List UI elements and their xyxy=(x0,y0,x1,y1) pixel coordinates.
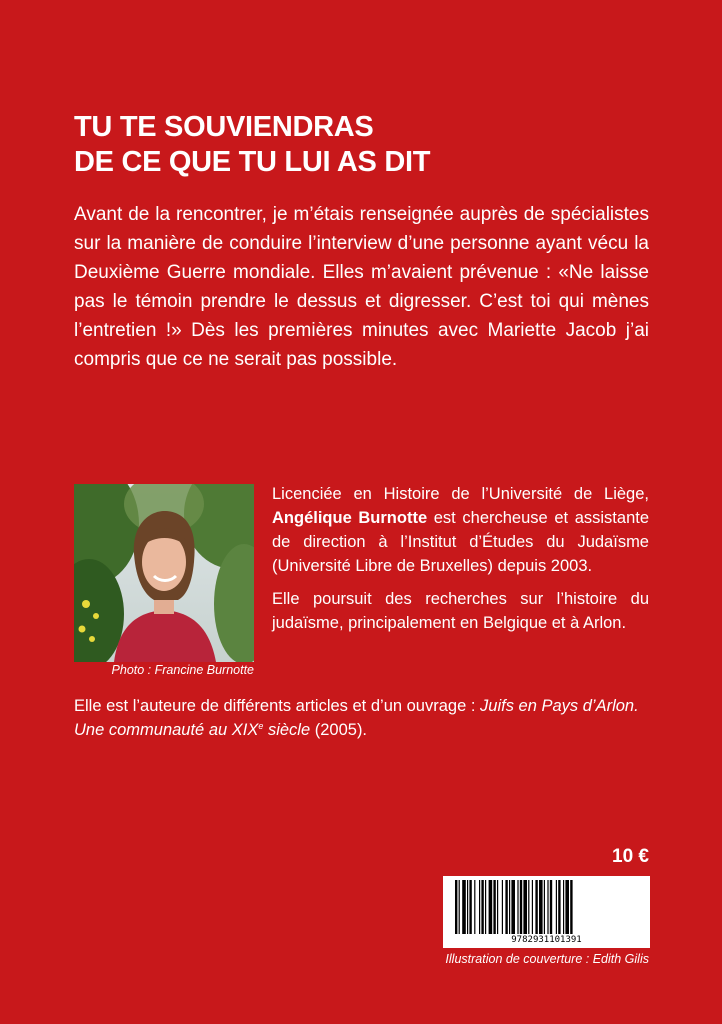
cover-illustration-credit: Illustration de couverture : Edith Gilis xyxy=(445,952,649,966)
barcode-bar xyxy=(505,880,507,934)
barcode-bar xyxy=(462,880,466,934)
barcode-bar xyxy=(532,880,533,934)
isbn-barcode xyxy=(443,876,650,948)
book-title xyxy=(74,110,654,180)
barcode-bar xyxy=(493,880,495,934)
author-photo xyxy=(74,484,254,662)
barcode-bar xyxy=(497,880,498,934)
bio-paragraph-1: Licenciée en Histoire de l’Université de Liège, Angélique Burnotte est chercheuse et assistante de direction à l’Institut d’Études du Judaïsme (Université Libre de Bruxelles) depuis 2003. xyxy=(272,485,650,575)
barcode-bar xyxy=(474,880,475,934)
barcode-bar xyxy=(523,880,527,934)
price-label: 10 € xyxy=(612,846,649,867)
barcode-bar xyxy=(467,880,468,934)
barcode-bar xyxy=(511,880,515,934)
barcode-bar xyxy=(459,880,460,934)
work-title: Juifs en Pays d’Arlon. Une communauté au XIXe siècle xyxy=(74,697,639,739)
barcode-bar xyxy=(502,880,503,934)
barcode-bar xyxy=(570,880,572,934)
barcode-bar xyxy=(558,880,560,934)
bio-paragraph-3: Elle est l’auteure de différents articles et d’un ouvrage : Juifs en Pays d’Arlon. Une communauté au XIXe siècle (2005). xyxy=(74,697,639,739)
barcode-bar xyxy=(479,880,480,934)
barcode-bar xyxy=(547,880,548,934)
author-bio xyxy=(272,482,649,644)
author-name: Angélique Burnotte xyxy=(272,509,428,527)
intro-paragraph: Avant de la rencontrer, je m’étais renseignée auprès de spécialistes sur la manière de conduire l’interview d’une personne ayant vécu la Deuxième Guerre mondiale. Elles m’avaient prévenue : «Ne laisse pas le témoin prendre le dessus et digresser. C’est toi qui mènes l’entretien !» Dès les premières minutes avec Mariette Jacob j’ai compris que ce ne serait pas possible. xyxy=(74,204,649,370)
barcode-bar xyxy=(520,880,522,934)
photo-credit: Photo : Francine Burnotte xyxy=(111,663,254,677)
barcode-bar xyxy=(550,880,552,934)
barcode-bar xyxy=(565,880,569,934)
barcode-bar xyxy=(544,880,545,934)
title-line-1: TU TE SOUVIENDRAS xyxy=(74,111,374,143)
barcode-bar xyxy=(517,880,518,934)
author-works xyxy=(74,694,649,742)
barcode-bar xyxy=(489,880,493,934)
barcode-bar xyxy=(556,880,557,934)
barcode-bar xyxy=(485,880,486,934)
barcode-bar xyxy=(481,880,483,934)
barcode-bar xyxy=(469,880,471,934)
bio-paragraph-2: Elle poursuit des recherches sur l’histoire du judaïsme, principalement en Belgique et à Arlon. xyxy=(272,590,649,632)
barcode-bar xyxy=(455,880,457,934)
title-line-2: DE CE QUE TU LUI AS DIT xyxy=(74,146,431,178)
barcode-bar xyxy=(563,880,564,934)
isbn-number: 9782931101391 xyxy=(511,935,582,945)
barcode-bar xyxy=(528,880,529,934)
barcode-bar xyxy=(509,880,510,934)
barcode-bar xyxy=(539,880,543,934)
barcode-bar xyxy=(535,880,537,934)
